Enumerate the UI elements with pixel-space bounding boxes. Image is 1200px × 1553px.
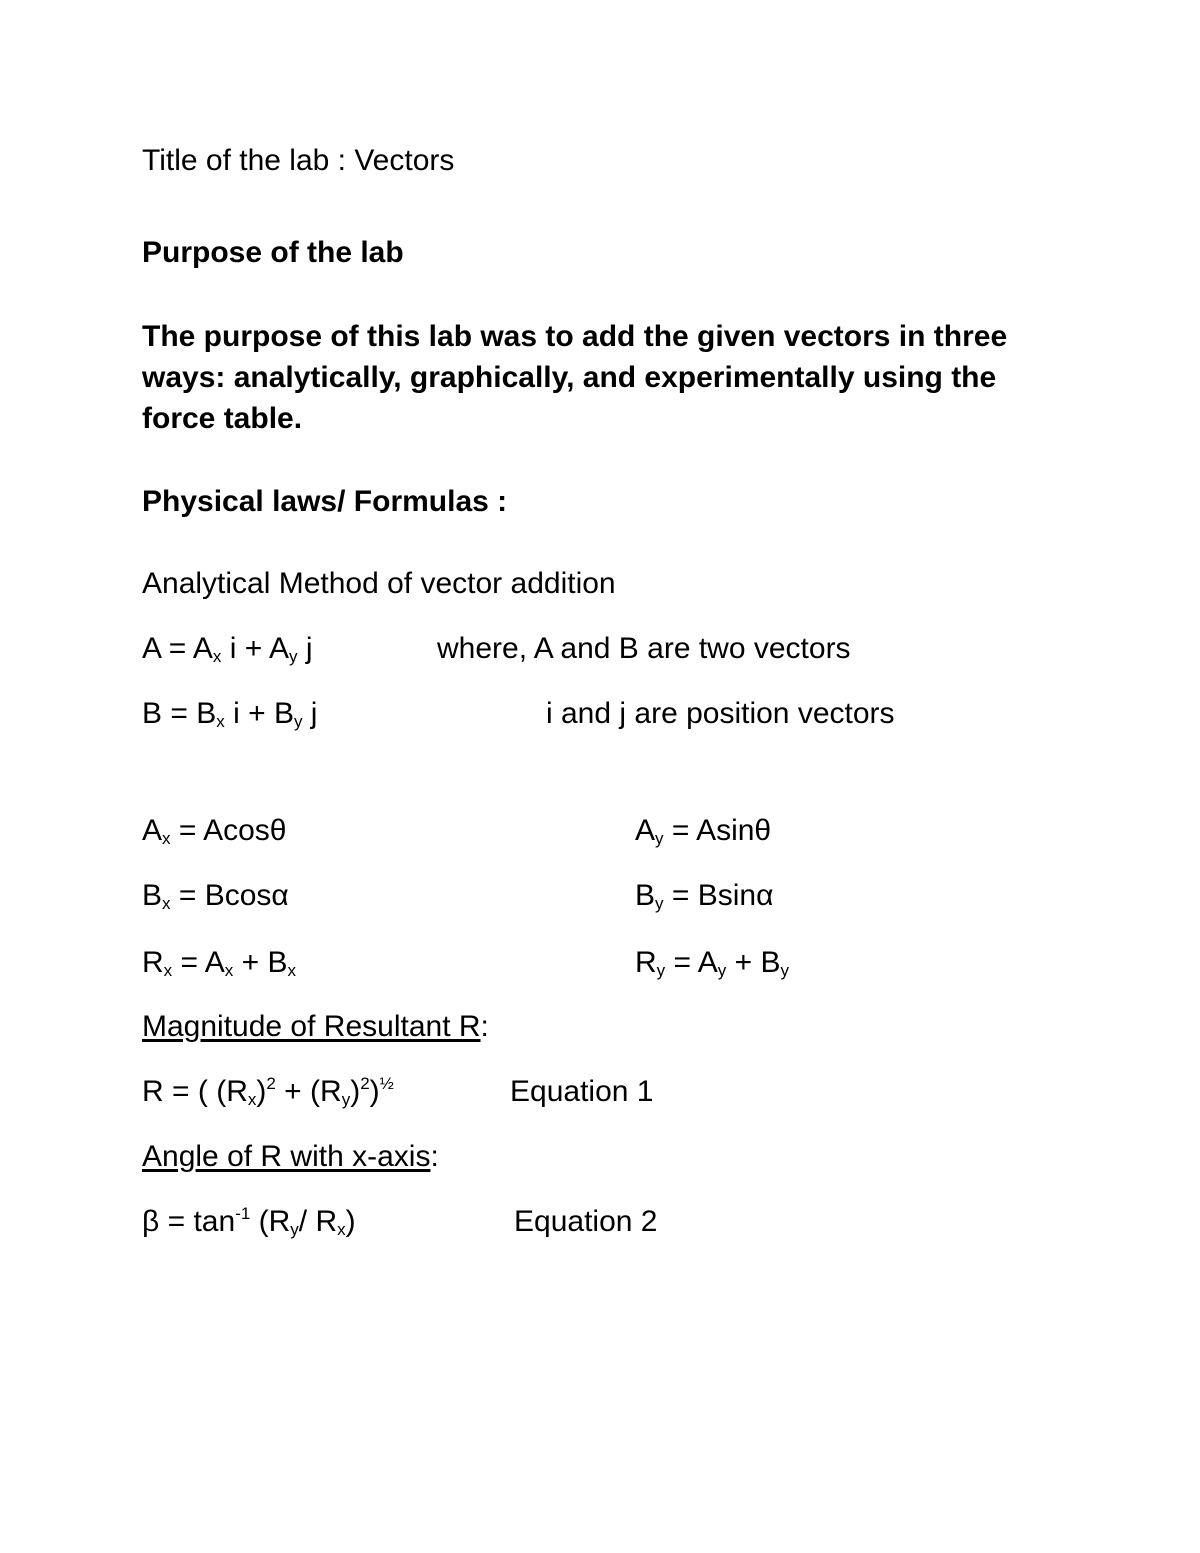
note-position-vectors: i and j are position vectors (546, 697, 895, 730)
equation-ay: Ay = Asinθ (635, 814, 772, 848)
equation-angle: $\beta = \tan^{-1} (Ry/$ Rx) (142, 1204, 356, 1239)
equation-bx: Bx = Bcosα (142, 879, 289, 913)
equation-ax: Ax = Acosθ (142, 814, 287, 848)
angle-heading: Angle of R with x-axis: (142, 1140, 439, 1173)
lab-title: Title of the lab : Vectors (142, 144, 455, 177)
purpose-text: The purpose of this lab was to add the given vectors in three ways: analytically, graphically, and experimentally using the force table. (142, 320, 1008, 435)
note-two-vectors: where, A and B are two vectors (437, 632, 851, 665)
magnitude-heading: Magnitude of Resultant R: (142, 1010, 489, 1043)
purpose-heading: Purpose of the lab (142, 236, 404, 269)
equation-2-label: Equation 2 (514, 1205, 658, 1238)
method-heading: Analytical Method of vector addition (142, 567, 616, 600)
equation-vector-a: A = Ax i + Ay j (142, 632, 313, 666)
laws-heading: Physical laws/ Formulas : (142, 485, 508, 518)
equation-magnitude: R = ( $(Rx)^2 + (Ry)^2)^{\frac{1}{2}}$ (142, 1074, 394, 1109)
equation-1-label: Equation 1 (510, 1075, 654, 1108)
equation-by: By = Bsinα (635, 879, 774, 913)
equation-rx: Rx = Ax + Bx (142, 946, 296, 980)
equation-ry: Ry = Ay + By (635, 946, 789, 980)
equation-vector-b: B = Bx i + By j (142, 697, 318, 731)
